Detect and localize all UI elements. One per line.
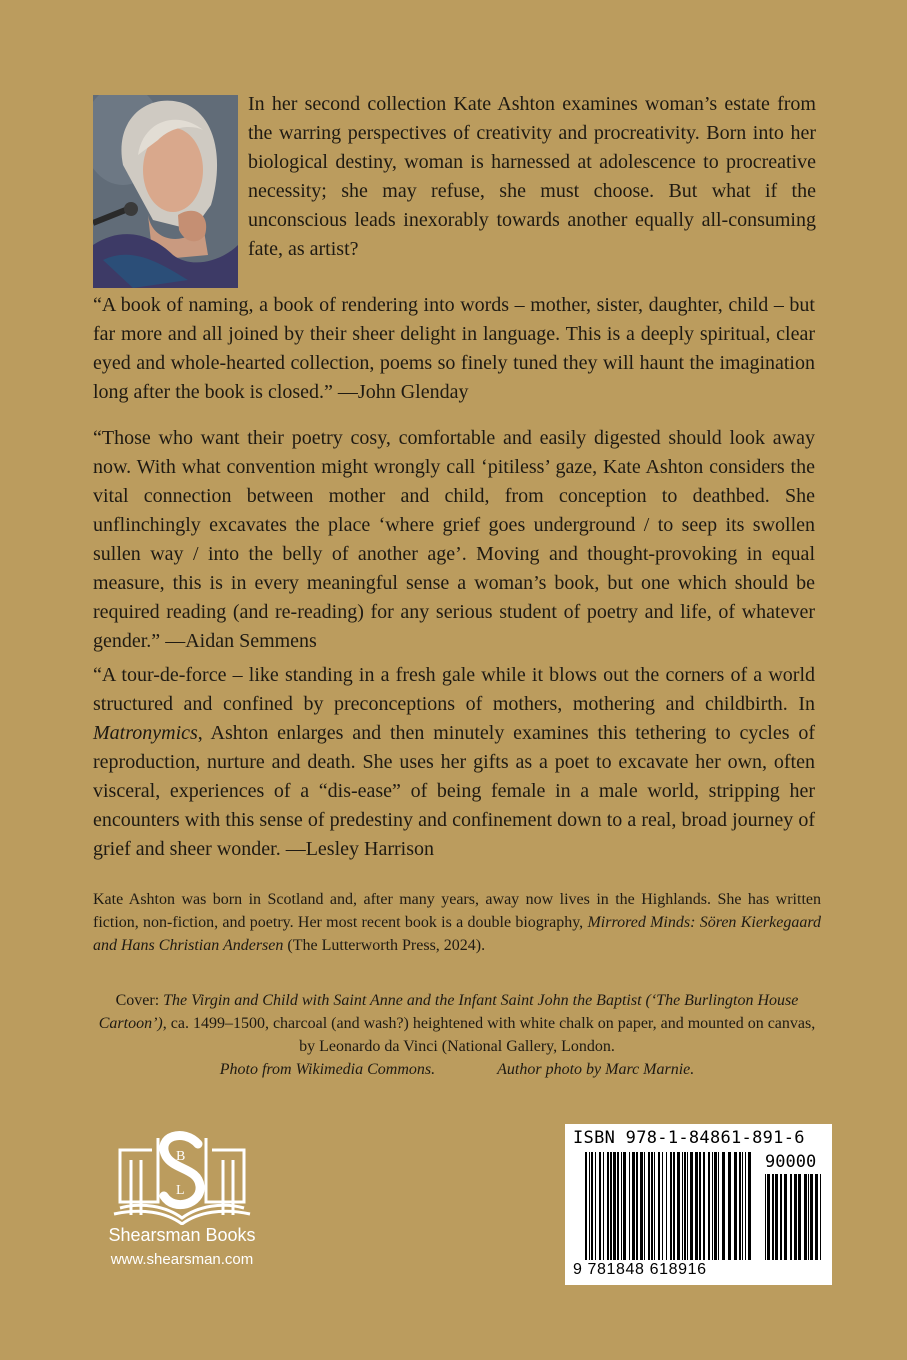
barcode-bar [595,1152,596,1260]
price-code: 90000 [765,1152,817,1172]
barcode-bar [712,1152,713,1260]
photo-credits-line [93,1058,821,1081]
barcode-bar [644,1152,645,1260]
barcode-bar [780,1174,782,1260]
book-title-matronymics: Matronymics [93,722,198,744]
barcode-bar [640,1152,643,1260]
barcode-bar [708,1152,710,1260]
credits-label: Cover: [115,992,164,1009]
barcode-bar [734,1152,737,1260]
barcode-bar [684,1152,686,1260]
barcode-bar [591,1152,593,1260]
barcode-bar [699,1152,701,1260]
barcode-bar [589,1152,590,1260]
barcode-bar [651,1152,653,1260]
barcode-bar [632,1152,635,1260]
quote-text-after-title: , Ashton enlarges and then minutely examines this tethering to cycles of reproduction, nurture and death. She uses her gifts as a poet to excavate her own, often visceral, experiences of a “dis-ease” of being female in a male world, stripping her encounters with this sense of predestiny and confinement down to a real, broad journey of grief and sheer wonder. —Lesley Harrison [93,722,815,860]
barcode-bar [662,1152,663,1260]
barcode-bar [599,1152,601,1260]
author-bio [93,888,821,957]
barcode-bar [695,1152,698,1260]
barcode-bar [607,1152,609,1260]
barcode-bar [677,1152,680,1260]
barcode-bar [775,1174,778,1260]
review-quote-john-glenday: “A book of naming, a book of rendering into words – mother, sister, daughter, child – but far more and all joined by their sheer delight in language. This is a deeply spiritual, clear eyed and whole-hearted collection, poems so finely tuned they will haunt the imagination long after the book is closed.” —John Glenday [93,294,815,403]
publisher-name: Shearsman Books [108,1225,256,1245]
svg-text:B: B [176,1149,186,1164]
review-quote-aidan-semmens: “Those who want their poetry cosy, comfortable and easily digested should look away now. With what convention might wrongly call ‘pitiless’ gaze, Kate Ashton considers the vital connection between mother and child, from conception to deathbed. She unflinchingly excavates the place ‘where grief goes underground / to seep its swollen sullen way / into the belly of another age’. Moving and thought-provoking in equal measure, this is in every meaningful sense a woman’s book, but one which should be required reading (and re-reading) for any serious student of poetry and life, of whatever gender.” —Aidan Semmens [93,427,815,652]
barcode-bar [772,1174,774,1260]
barcode-bar [682,1152,683,1260]
bio-publisher: (The Lutterworth Press, 2024). [283,937,486,954]
barcode-bar [648,1152,650,1260]
author-photo [93,95,238,288]
barcode-bar [613,1152,616,1260]
barcode-bar [790,1174,792,1260]
barcode-bar [610,1152,612,1260]
review-quote-lesley-harrison [93,661,815,864]
barcode-bar [714,1152,717,1260]
author-photo-credit: Author photo by Marc Marnie. [497,1061,695,1078]
barcode-bar [718,1152,719,1260]
barcode-bar [798,1174,801,1260]
barcode-bar [654,1152,655,1260]
barcode-bar [621,1152,622,1260]
artwork-details: , ca. 1499–1500, charcoal (and wash?) heightened with white chalk on paper, and mounted on canvas, by Leonardo da Vinci (National Gallery, London. [162,1015,816,1055]
quote-text-before-title: “A tour-de-force – like standing in a fresh gale while it blows out the corners of a world structured and confined by preconceptions of mothers, mothering and childbirth. In [93,664,815,715]
artwork-title: The Virgin and Child with Saint Anne and the Infant Saint John the Baptist (‘The Burlington House Cartoon’) [98,992,799,1032]
barcode-bar [585,1152,587,1260]
ean-barcode-bars [585,1152,753,1260]
barcode-bar [666,1152,667,1260]
cover-credits [93,989,821,1081]
isbn-barcode [565,1124,832,1285]
bio-text: Kate Ashton was born in Scotland and, after many years, away now lives in the Highlands. She has written fiction, non-fiction, and poetry. Her most recent book is a double biography, [93,891,821,931]
publisher-url[interactable]: www.shearsman.com [110,1251,254,1268]
barcode-bar [603,1152,604,1260]
cover-photo-credit: Photo from Wikimedia Commons. [219,1061,436,1078]
barcode-bar [728,1152,731,1260]
barcode-bar [629,1152,630,1260]
barcode-bar [794,1174,797,1260]
barcode-bar [765,1174,766,1260]
barcode-bar [703,1152,705,1260]
barcode-bar [820,1174,821,1260]
barcode-bar [784,1174,787,1260]
barcode-bar [742,1152,743,1260]
barcode-bar [636,1152,638,1260]
ean-digits: 9 781848 618916 [573,1261,707,1278]
barcode-bar [623,1152,626,1260]
barcode-bar [767,1174,770,1260]
book-description: In her second collection Kate Ashton examines woman’s estate from the warring perspectives of creativity and procreativity. Born into her biological destiny, woman is harnessed at adolescence to procreative necessity; she may refuse, she must choose. But what if the unconscious leads inexorably towards another equally all-consuming fate, as artist? [248,93,816,260]
barcode-bar [722,1152,725,1260]
barcode-bar [815,1174,818,1260]
svg-text:L: L [176,1183,185,1198]
barcode-bar [808,1174,809,1260]
barcode-bar [658,1152,660,1260]
isbn-label: ISBN 978-1-84861-891-6 [573,1128,805,1148]
barcode-bar [670,1152,672,1260]
barcode-bar [617,1152,619,1260]
barcode-bar [810,1174,813,1260]
barcode-bar [745,1152,746,1260]
barcode-bar [739,1152,741,1260]
barcode-bar [748,1152,751,1260]
bio-book-title: Mirrored Minds: Sören Kierkegaard and Hans Christian Andersen [93,914,821,954]
barcode-bar [804,1174,807,1260]
barcode-bar [687,1152,688,1260]
barcode-bar [690,1152,693,1260]
addon-barcode-bars [765,1174,823,1260]
barcode-bar [673,1152,675,1260]
